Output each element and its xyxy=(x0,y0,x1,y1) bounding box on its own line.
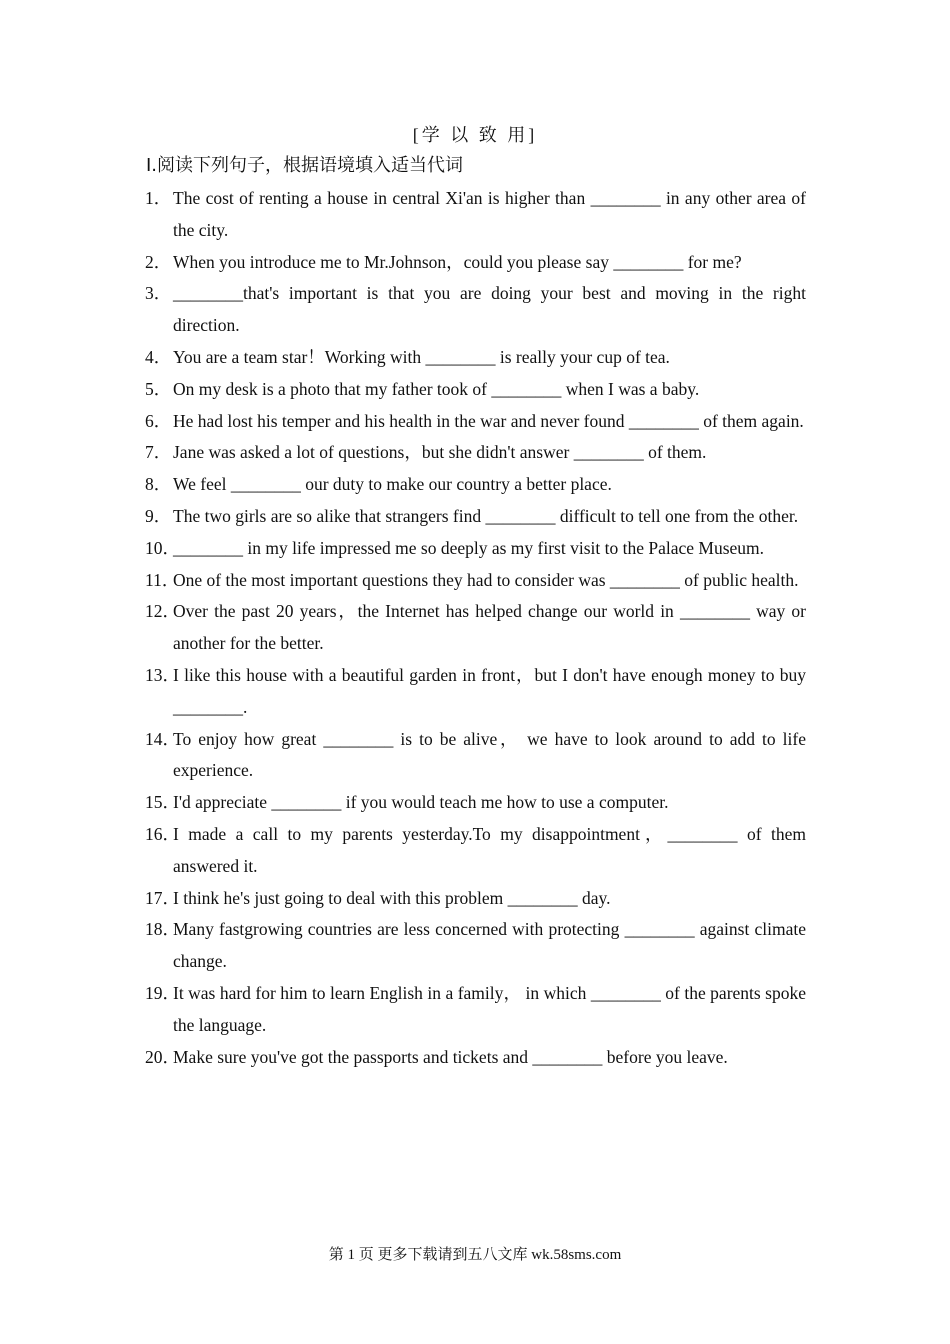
question-item xyxy=(145,501,806,533)
question-text: One of the most important questions they had to consider was ________ of public health. xyxy=(173,569,799,590)
question-item xyxy=(145,883,806,915)
question-item xyxy=(145,565,806,597)
question-item xyxy=(145,374,806,406)
question-number: 5． xyxy=(145,378,172,399)
question-item xyxy=(145,247,806,279)
question-text: I think he's just going to deal with this problem ________ day. xyxy=(173,887,611,908)
question-item xyxy=(145,533,806,565)
question-number: 17． xyxy=(145,887,180,908)
question-number: 4． xyxy=(145,346,172,367)
question-item xyxy=(145,278,806,342)
question-item xyxy=(145,437,806,469)
page-title: [学 以 致 用] xyxy=(412,125,538,145)
question-text: Over the past 20 years，the Internet has helped change our world in ________ way or another for the better. xyxy=(173,601,806,654)
question-text: The cost of renting a house in central Xi'an is higher than ________ in any other area of the city. xyxy=(173,188,806,240)
question-number: 1． xyxy=(145,188,172,208)
question-number: 14． xyxy=(145,728,180,749)
question-text: To enjoy how great ________ is to be alive， we have to look around to add to life experience. xyxy=(173,728,806,781)
question-number: 9． xyxy=(145,505,172,526)
question-text: ________ in my life impressed me so deeply as my first visit to the Palace Museum. xyxy=(173,537,765,558)
question-text: I made a call to my parents yesterday.To my disappointment，________ of them answered it. xyxy=(173,823,806,876)
section-heading: Ⅰ.阅读下列句子，根据语境填入适当代词 xyxy=(146,155,464,176)
question-item xyxy=(145,183,806,247)
question-item xyxy=(145,724,806,788)
question-number: 15． xyxy=(145,792,180,813)
question-item xyxy=(145,1042,806,1074)
question-text: The two girls are so alike that strangers find ________ difficult to tell one from the other. xyxy=(173,505,799,526)
page-footer: 第 1 页 更多下载请到五八文库 wk.58sms.com xyxy=(328,1247,622,1263)
question-number: 13． xyxy=(145,664,180,685)
question-number: 11． xyxy=(145,569,180,590)
question-number: 6． xyxy=(145,410,172,431)
question-item xyxy=(145,469,806,501)
question-number: 2． xyxy=(145,251,172,272)
question-item xyxy=(145,819,806,883)
question-item xyxy=(145,342,806,374)
question-text: When you introduce me to Mr.Johnson，could you please say ________ for me? xyxy=(173,251,742,272)
question-number: 10． xyxy=(145,537,180,558)
question-text: We feel ________ our duty to make our country a better place. xyxy=(173,474,612,495)
question-text: I like this house with a beautiful garden in front，but I don't have enough money to buy ________. xyxy=(173,664,806,717)
question-item xyxy=(145,596,806,660)
question-item xyxy=(145,914,806,978)
question-number: 19． xyxy=(145,982,180,1003)
question-item xyxy=(145,787,806,819)
question-text: On my desk is a photo that my father took of ________ when I was a baby. xyxy=(173,378,700,399)
question-text: Make sure you've got the passports and tickets and ________ before you leave. xyxy=(173,1046,728,1067)
question-item xyxy=(145,660,806,724)
question-item xyxy=(145,978,806,1042)
question-number: 16． xyxy=(145,823,180,844)
question-number: 18． xyxy=(145,919,180,940)
question-number: 3． xyxy=(145,283,172,304)
question-number: 20． xyxy=(145,1046,180,1067)
question-text: Jane was asked a lot of questions，but she didn't answer ________ of them. xyxy=(173,442,707,463)
question-number: 7． xyxy=(145,442,172,463)
question-text: He had lost his temper and his health in the war and never found ________ of them again. xyxy=(173,410,804,431)
question-text: It was hard for him to learn English in a family， in which ________ of the parents spoke the language. xyxy=(173,982,806,1035)
question-text: You are a team star！Working with ________ is really your cup of tea. xyxy=(173,346,670,367)
question-text: ________that's important is that you are doing your best and moving in the right direction. xyxy=(173,283,806,336)
question-text: I'd appreciate ________ if you would teach me how to use a computer. xyxy=(173,792,669,813)
question-text: Many fastgrowing countries are less concerned with protecting ________ against climate change. xyxy=(173,919,806,972)
question-item xyxy=(145,406,806,438)
question-number: 12． xyxy=(145,601,180,622)
question-list xyxy=(145,183,806,1073)
question-number: 8． xyxy=(145,474,172,495)
